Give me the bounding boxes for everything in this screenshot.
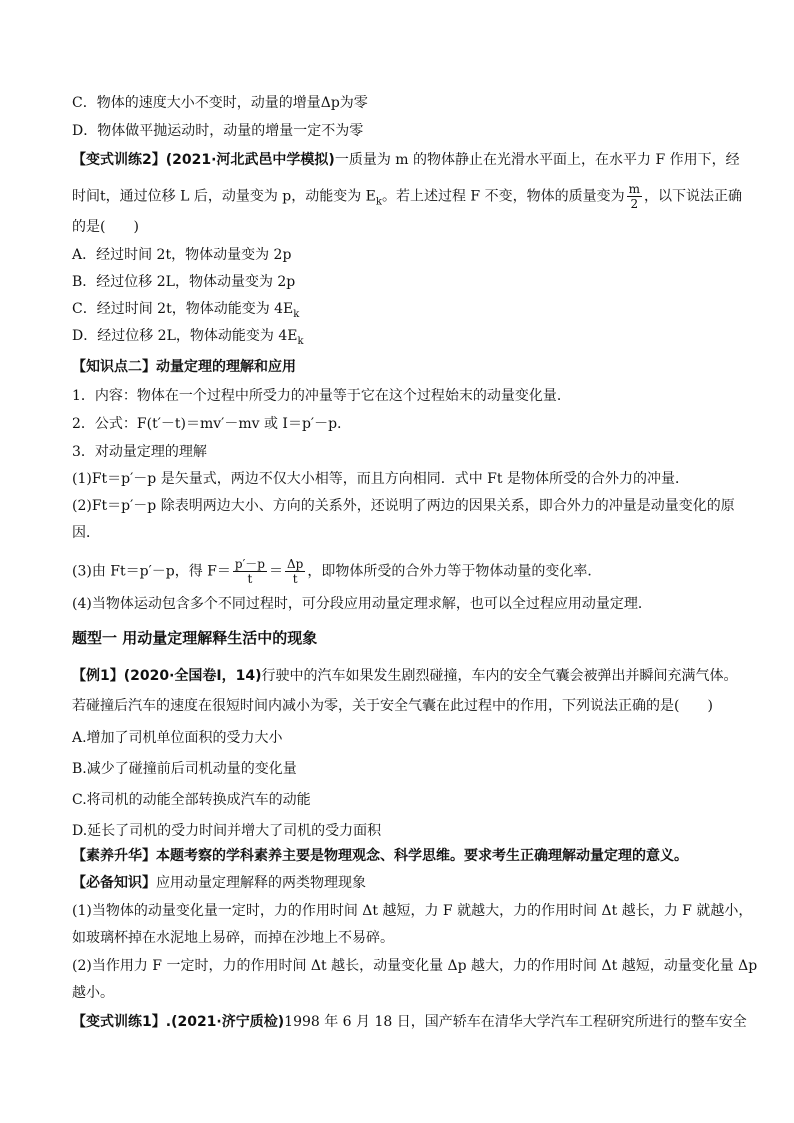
kp2-item-3-1: (1)Ft＝p′－p 是矢量式，两边不仅大小相等，而且方向相同．式中 Ft 是物体所受的合外力的冲量． <box>72 471 689 487</box>
option-b: B．经过位移 2L，物体动量变为 2p <box>72 274 296 290</box>
variant-training-2-text2a: 时间t，通过位移 L 后，动量变为 p，动能变为 E <box>72 188 376 205</box>
example-1-option-d: D.延长了司机的受力时间并增大了司机的受力面积 <box>72 823 382 839</box>
option-c-prev: C．物体的速度大小不变时，动量的增量Δp为零 <box>72 95 368 111</box>
essential-knowledge: 【必备知识】应用动量定理解释的两类物理现象 <box>72 875 366 891</box>
variant-training-2-line1 <box>72 150 740 170</box>
variant-training-2-line2 <box>72 182 742 212</box>
example-1-option-a: A.增加了司机单位面积的受力大小 <box>72 730 283 746</box>
essential-knowledge-1a: (1)当物体的动量变化量一定时，力的作用时间 Δt 越短，力 F 就越大，力的作用时间 Δt 越长，力 F 就越小， <box>72 903 753 919</box>
kp2-item-3-2b: 因． <box>72 525 100 541</box>
fraction-delta-p-over-t: $\frac{\Delta p}{t}$ <box>286 557 304 586</box>
fraction-dp-over-t: $\frac{p'-p}{t}$ <box>234 557 265 586</box>
knowledge-point-2-title: 【知识点二】动量定理的理解和应用 <box>72 359 296 375</box>
variant-training-2-tag: 【变式训练2】 <box>72 152 166 168</box>
example-1-option-c: C.将司机的动能全部转换成汽车的动能 <box>72 792 311 808</box>
option-a: A．经过时间 2t，物体动量变为 2p <box>72 247 292 263</box>
type-1-heading: 题型一 用动量定理解释生活中的现象 <box>72 629 318 647</box>
essential-knowledge-2a: (2)当作用力 F 一定时，力的作用时间 Δt 越长，动量变化量 Δp 越大，力的作用时间 Δt 越短，动量变化量 Δp <box>72 958 758 974</box>
option-d: D．经过位移 2L，物体动能变为 $4E_k$ <box>72 328 304 347</box>
kp2-item-2: 2．公式：F(t′－t)＝mv′－mv 或 I＝p′－p. <box>72 416 342 432</box>
variant-training-2-line3: 的是( ) <box>72 219 139 235</box>
variant-training-2-text2c: ，以下说法正确 <box>643 188 742 205</box>
kp2-item-1: 1．内容：物体在一个过程中所受力的冲量等于它在这个过程始末的动量变化量． <box>72 388 571 404</box>
kp2-item-3-3: (3)由 Ft＝p′－p，得 F＝ $\frac{p'-p}{t}$ ＝ $\frac{\Delta p}{t}$ ，即物体所受的合外力等于物体动量的变化率． <box>72 557 602 586</box>
example-1-line2: 若碰撞后汽车的速度在很短时间内减小为零，关于安全气囊在此过程中的作用，下列说法正确的是( ) <box>72 698 713 714</box>
subscript-k: k <box>375 196 382 208</box>
essential-knowledge-2b: 越小。 <box>72 985 114 1001</box>
kp2-item-3: 3．对动量定理的理解 <box>72 444 207 460</box>
option-d-prev: D．物体做平抛运动时，动量的增量一定不为零 <box>72 123 364 139</box>
kp2-item-3-2a: (2)Ft＝p′－p 除表明两边大小、方向的关系外，还说明了两边的因果关系，即合外力的冲量是动量变化的原 <box>72 498 735 514</box>
essential-knowledge-1b: 如玻璃杯掉在水泥地上易碎，而掉在沙地上不易碎。 <box>72 930 394 946</box>
example-1-line1: 【例1】(2020·全国卷Ⅰ，14)行驶中的汽车如果发生剧烈碰撞，车内的安全气囊会被弹出并瞬间充满气体。 <box>72 668 738 684</box>
variant-training-1: 【变式训练1】.(2021·济宁质检)1998 年 6 月 18 日，国产轿车在清华大学汽车工程研究所进行的整车安全 <box>72 1014 747 1030</box>
variant-training-2-text1: 一质量为 m 的物体静止在光滑水平面上，在水平力 F 作用下，经 <box>334 152 740 168</box>
literacy-upgrade: 【素养升华】本题考察的学科素养主要是物理观念、科学思维。要求考生正确理解动量定理的意义。 <box>72 848 688 864</box>
variant-training-2-source: (2021·河北武邑中学模拟) <box>165 152 335 168</box>
option-c: C．经过时间 2t，物体动能变为 $4E_k$ <box>72 301 300 320</box>
example-1-option-b: B.减少了碰撞前后司机动量的变化量 <box>72 761 297 777</box>
fraction-m-over-2: $\frac{m}{2}$ <box>628 182 640 211</box>
kp2-item-3-4: (4)当物体运动包含多个不同过程时，可分段应用动量定理求解，也可以全过程应用动量定理． <box>72 596 652 612</box>
variant-training-2-text2b: 。若上述过程 F 不变，物体的质量变为 <box>381 188 625 205</box>
